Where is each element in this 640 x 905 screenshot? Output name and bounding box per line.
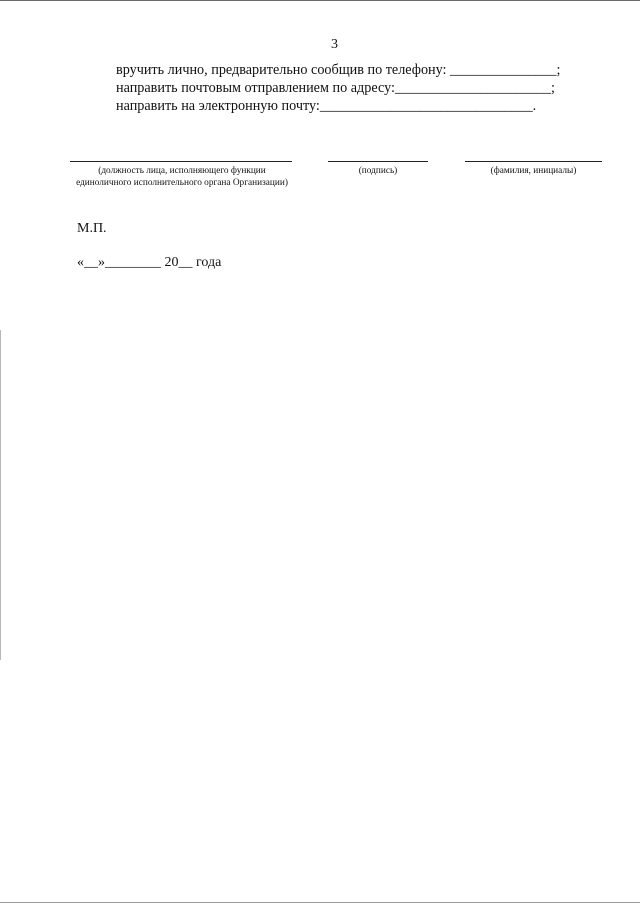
signature-caption: (подпись) <box>358 166 398 176</box>
position-signature-line <box>70 161 292 162</box>
signature-line <box>328 161 428 162</box>
delivery-option-in-person: вручить лично, предварительно сообщив по телефону: _______________; <box>116 62 561 78</box>
delivery-option-email: направить на электронную почту:______________________________. <box>116 98 537 114</box>
scan-edge-bottom <box>0 902 640 903</box>
scan-edge-left <box>0 330 1 660</box>
delivery-option-post: направить почтовым отправлением по адресу:______________________; <box>116 80 555 96</box>
delivery-options <box>116 61 616 115</box>
page-number: 3 <box>331 37 338 52</box>
scan-edge-top <box>0 0 640 1</box>
name-signature-line <box>465 161 602 162</box>
date-line: «__»________ 20__ года <box>77 255 222 270</box>
stamp-placeholder: М.П. <box>77 221 107 236</box>
name-caption: (фамилия, инициалы) <box>490 166 577 176</box>
position-caption: (должность лица, исполняющего функции единоличного исполнительного органа Организации) <box>76 166 288 188</box>
